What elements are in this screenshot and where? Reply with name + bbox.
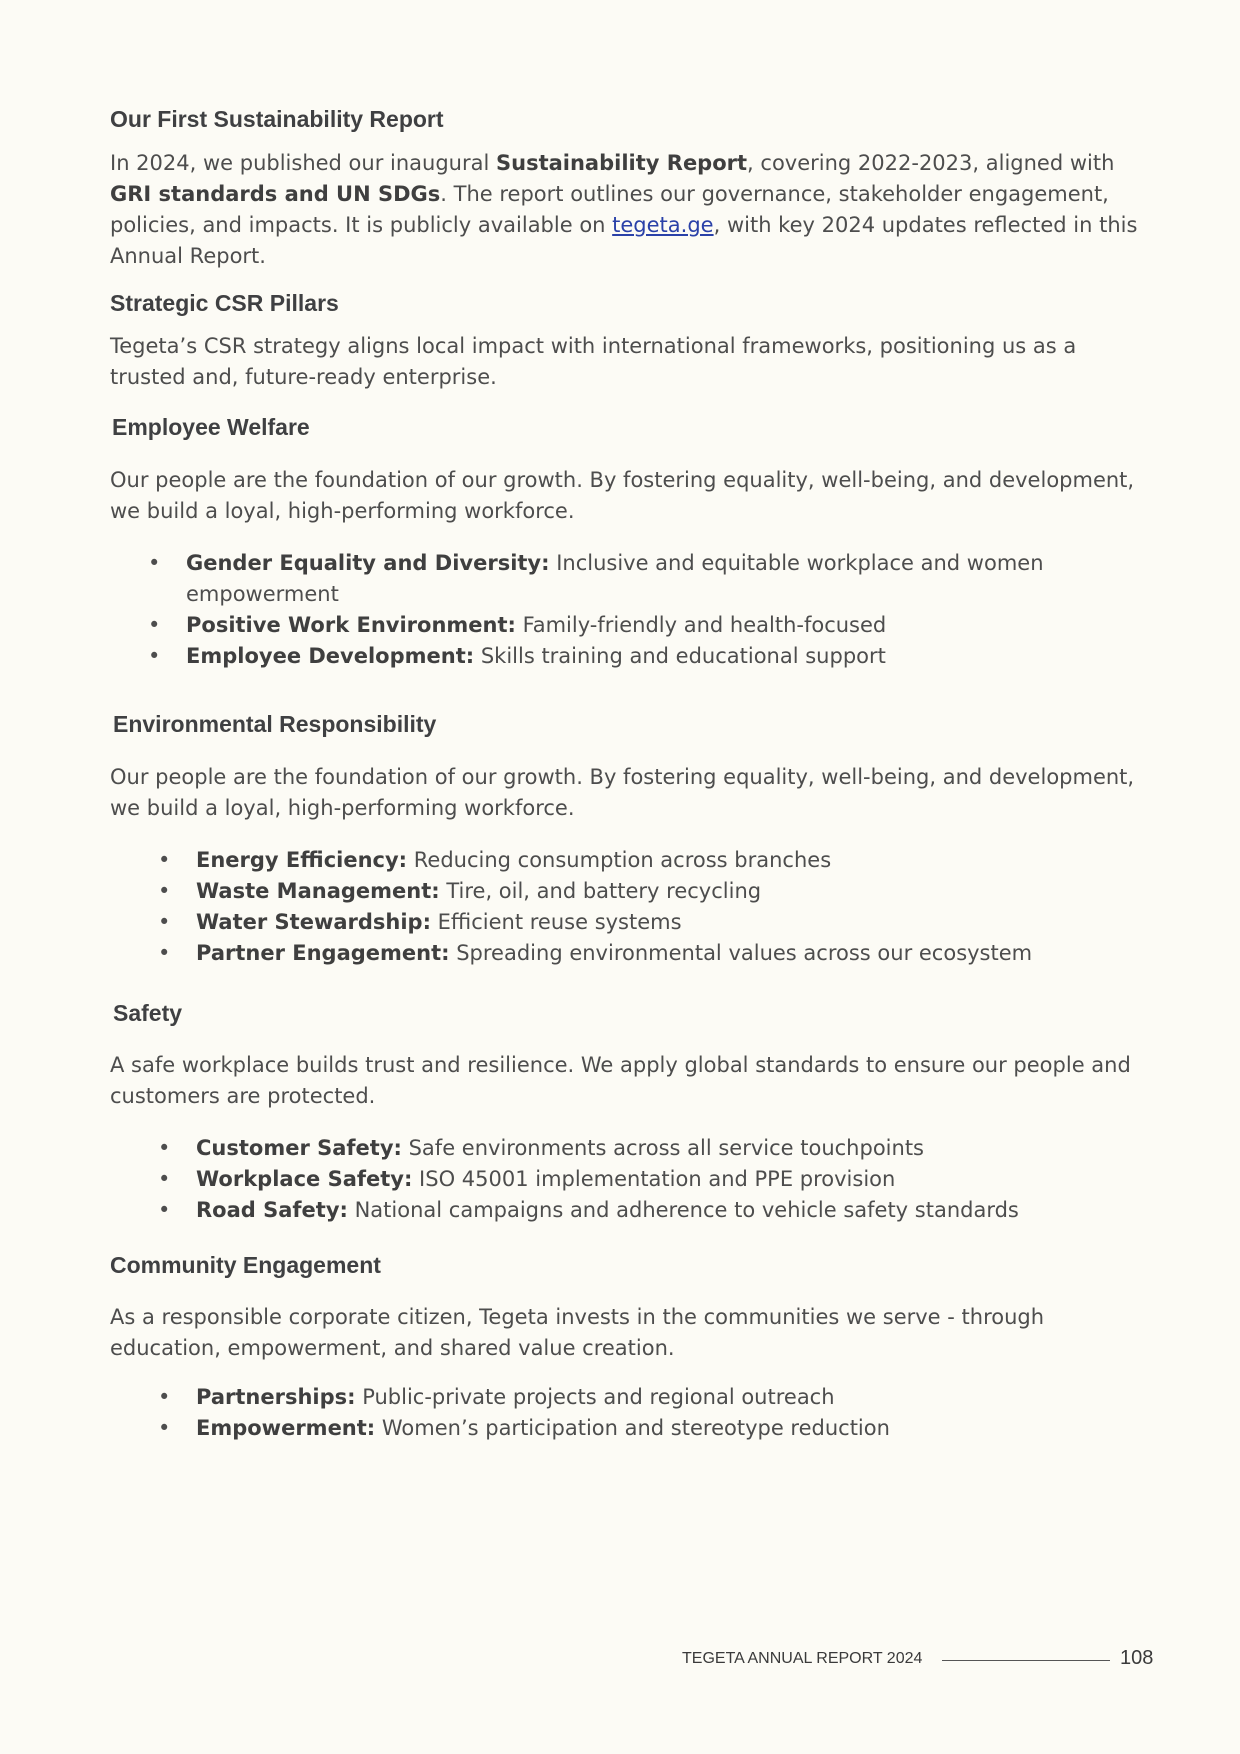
list-item [196,1413,1136,1444]
list-item-desc: Spreading environmental values across our ecosystem [449,941,1033,965]
page-footer [682,1647,1156,1673]
list-item-desc: Skills training and educational support [474,644,886,668]
community-paragraph: As a responsible corporate citizen, Tegeta invests in the communities we serve - through education, empowerment, and shared value creation. [110,1305,1045,1360]
list-item-term: Road Safety: [196,1198,348,1222]
list-item [186,548,1116,610]
list-item-term: Waste Management: [196,879,440,903]
report-text-3: . The report outlines our governance, stakeholder engagement, policies, and impacts. It is publicly available on [110,182,1109,237]
report-bold-1: Sustainability Report [496,151,748,175]
list-item-term: Water Stewardship: [196,910,431,934]
list-item-desc: ISO 45001 implementation and PPE provision [412,1167,896,1191]
safety-paragraph: A safe workplace builds trust and resilience. We apply global standards to ensure our people and customers are protected. [110,1053,1131,1108]
report-text-2: , covering 2022-2023, aligned with [747,151,1115,175]
pillars-paragraph: Tegeta’s CSR strategy aligns local impact with international frameworks, positioning us as a trusted and, future-ready enterprise. [110,334,1077,389]
list-item-desc: Safe environments across all service touchpoints [401,1136,924,1160]
safety-heading: Safety [113,1000,183,1026]
list-item-term: Positive Work Environment: [186,613,516,637]
list-item-desc: Tire, oil, and battery recycling [439,879,762,903]
list-item [196,1382,1136,1413]
community-heading: Community Engagement [110,1252,381,1278]
list-item-desc: Family-friendly and health-focused [515,613,887,637]
pillars-heading: Strategic CSR Pillars [110,290,339,316]
safety-list [196,1133,1136,1226]
list-item-desc: Inclusive and equitable workplace and women empowerment [186,551,1044,606]
list-item [196,1164,1136,1195]
report-paragraph [110,148,1150,272]
employee-list [186,548,1116,672]
community-list [196,1382,1136,1444]
employee-paragraph: Our people are the foundation of our growth. By fostering equality, well-being, and development, we build a loyal, high-performing workforce. [110,468,1135,523]
page-number: 108 [1120,1647,1154,1669]
list-item-term: Workplace Safety: [196,1167,413,1191]
environment-paragraph: Our people are the foundation of our growth. By fostering equality, well-being, and development, we build a loyal, high-performing workforce. [110,765,1135,820]
list-item [196,845,1136,876]
tegeta-link[interactable]: tegeta.ge [612,213,714,237]
list-item-desc: Public-private projects and regional outreach [355,1385,835,1409]
list-item-term: Employee Development: [186,644,475,668]
list-item [196,938,1136,969]
report-text-1: In 2024, we published our inaugural [110,151,496,175]
list-item-term: Energy Efficiency: [196,848,408,872]
footer-title: TEGETA ANNUAL REPORT 2024 [682,1650,923,1667]
report-heading: Our First Sustainability Report [110,106,444,132]
employee-heading: Employee Welfare [112,414,310,440]
report-text-4: , with key 2024 updates reflected in this Annual Report. [110,213,1138,268]
list-item-term: Gender Equality and Diversity: [186,551,550,575]
list-item [196,1133,1136,1164]
list-item-term: Partner Engagement: [196,941,450,965]
list-item-desc: Reducing consumption across branches [407,848,832,872]
list-item [186,610,1116,641]
list-item-desc: National campaigns and adherence to vehicle safety standards [347,1198,1019,1222]
environment-heading: Environmental Responsibility [113,711,437,737]
list-item-desc: Women’s participation and stereotype reduction [375,1416,890,1440]
list-item [186,641,1116,672]
list-item-term: Empowerment: [196,1416,376,1440]
list-item [196,907,1136,938]
list-item-term: Partnerships: [196,1385,356,1409]
environment-list [196,845,1136,969]
list-item-desc: Efficient reuse systems [430,910,682,934]
report-bold-2: GRI standards and UN SDGs [110,182,441,206]
list-item [196,876,1136,907]
footer-divider [942,1660,1110,1661]
list-item-term: Customer Safety: [196,1136,402,1160]
list-item [196,1195,1136,1226]
